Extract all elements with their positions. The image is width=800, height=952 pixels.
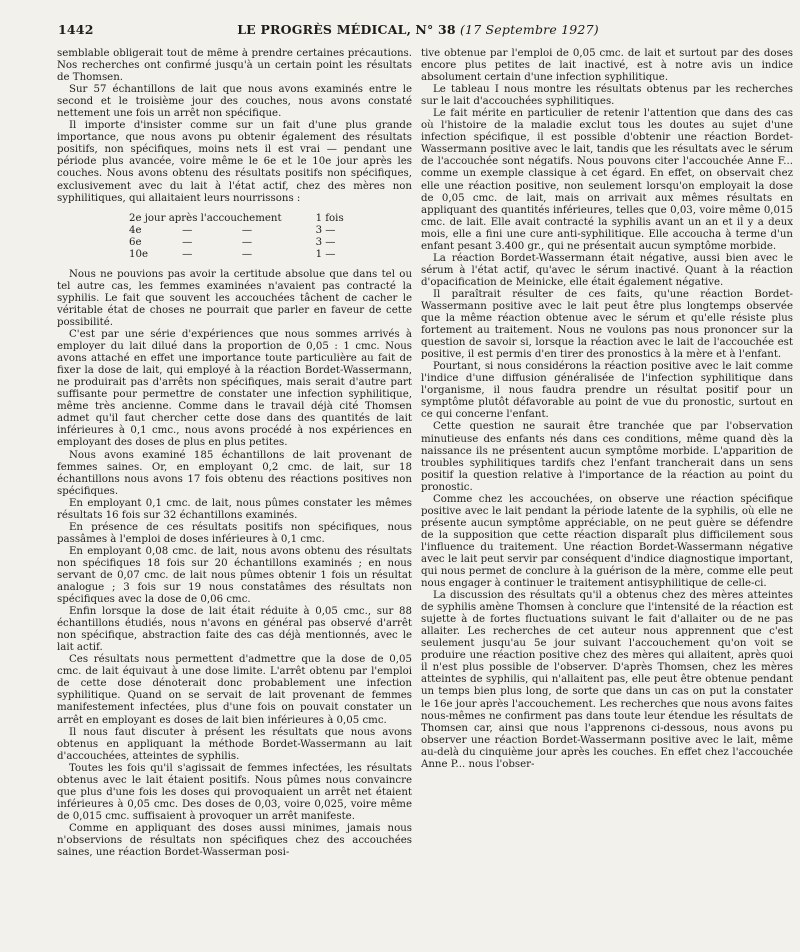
paragraph: Toutes les fois qu'il s'agissait de femmes infectées, les résultats obtenus avec le lait étaient positifs. Nous pûmes nous convaincre que plus d'une fois les doses qui provoquaient un arrêt net étaient inférieures à 0,05 cmc. Des doses de 0,03, voire 0,025, voire même de 0,015 cmc. suffisaient à provoquer un arrêt manifeste. — [57, 762, 412, 822]
paragraph: Il paraîtrait résulter de ces faits, qu'une réaction Bordet-Wassermann positive avec le lait peut être plus longtemps observée que la même réaction obtenue avec le sérum et qu'elle résiste plus fortement au traitement. Nous ne voulons pas nous prononcer sur la question de savoir si, lorsque la réaction avec le lait de l'accouchée est positive, il est permis d'en tirer des pronostics à la mère et à l'enfant. — [421, 288, 793, 361]
table-row — [129, 237, 350, 249]
table-row — [129, 213, 350, 225]
issue-date: (17 Septembre 1927) — [459, 22, 599, 37]
paragraph: La réaction Bordet-Wassermann était négative, aussi bien avec le sérum à l'état actif, qu'avec le sérum inactivé. Quant à la réaction d'opacification de Meinicke, elle était également négative. — [421, 252, 793, 288]
issue-number: N° 38 — [415, 22, 456, 37]
table-row — [129, 225, 350, 237]
paragraph: Le fait mérite en particulier de retenir l'attention que dans des cas où l'histoire de la maladie exclut tous les doutes au sujet d'une infection spécifique, il est possible d'obtenir une réaction Bordet-Wassermann positive avec le lait, tandis que les résultats avec le sérum de l'accouchée sont négatifs. Nous pouvons citer l'accouchée Anne F... comme un exemple classique à cet égard. En effet, on observait chez elle une réaction positive, non seulement lorsqu'on employait la dose de 0,05 cmc. de lait, mais on arrivait aux mêmes résultats en appliquant des quantités inférieures, telles que 0,03, voire même 0,015 cmc. de lait. Elle avait contracté la syphilis avant un an et il y a deux mois, elle a fini une cure anti-syphilitique. Elle accoucha à terme d'un enfant pesant 3.400 gr., qui ne présentait aucun symptôme morbide. — [421, 108, 793, 252]
table-dash: — — [182, 224, 193, 236]
paragraph: En présence de ces résultats positifs non spécifiques, nous passâmes à l'emploi de doses inférieures à 0,1 cmc. — [57, 521, 412, 545]
paragraph: tive obtenue par l'emploi de 0,05 cmc. de lait et surtout par des doses encore plus petites de lait inactivé, est à notre avis un indice absolument certain d'une infection syphilitique. — [421, 48, 793, 84]
table-count: 1 — — [315, 248, 336, 260]
paragraph: Il importe d'insister comme sur un fait d'une plus grande importance, que nous avons pu obtenir également des résultats positifs, non spécifiques, moins nets il est vrai — pendant une période plus avancée, voire même le 6e et le 10e jour après les couches. Nous avons obtenu des résultats positifs non spécifiques, exclusivement avec du lait à l'état actif, chez des mères non syphilitiques, qui allaitaient leurs nourrissons : — [57, 120, 412, 204]
table-day: 2e jour après l'accouchement — [129, 212, 282, 224]
table-dash: — — [182, 236, 193, 248]
paragraph: Le tableau I nous montre les résultats obtenus par les recherches sur le lait d'accouchées syphilitiques. — [421, 84, 793, 108]
paragraph: En employant 0,08 cmc. de lait, nous avons obtenu des résultats non spécifiques 18 fois sur 20 échantillons examinés ; en nous servant de 0,07 cmc. de lait nous pûmes obtenir 1 fois un résultat analogue ; 3 fois sur 19 nous constatâmes des résultats non spécifiques avec la dose de 0,06 cmc. — [57, 545, 412, 606]
paragraph: Nous ne pouvions pas avoir la certitude absolue que dans tel ou tel autre cas, les femmes examinées n'avaient pas contracté la syphilis. Le fait que souvent les accouchées tâchent de cacher le véritable état de choses ne pourrait que parler en faveur de cette possibilité. — [57, 268, 412, 328]
paragraph: En employant 0,1 cmc. de lait, nous pûmes constater les mêmes résultats 16 fois sur 32 échantillons examinés. — [57, 497, 412, 521]
table-dash: — — [241, 224, 252, 236]
paragraph: C'est par une série d'expériences que nous sommes arrivés à employer du lait dilué dans la proportion de 0,05 : 1 cmc. Nous avons attaché en effet une importance toute particulière au fait de fixer la dose de lait, qui employé à la réaction Bordet-Wassermann, ne produirait pas d'arrêts non spécifiques, mais serait d'autre part suffisante pour permettre de constater une infection syphilitique, même très ancienne. Comme dans le travail déjà cité Thomsen admet qu'il faut chercher cette dose dans des quantités de lait inférieures à 0,1 cmc., nous avons procédé à nos expériences en employant des doses de plus en plus petites. — [57, 329, 412, 449]
page-number: 1442 — [58, 22, 94, 37]
right-column — [421, 48, 793, 948]
left-column — [57, 48, 412, 948]
paragraph: Ces résultats nous permettent d'admettre que la dose de 0,05 cmc. de lait équivaut à une dose limite. L'arrêt obtenu par l'emploi de cette dose dénoterait donc probablement une infection syphilitique. Quand on se servait de lait provenant de femmes manifestement infectées, plus d'une fois on pouvait constater un arrêt en employant es doses de lait bien inférieures à 0,05 cmc. — [57, 654, 412, 726]
paragraph: La discussion des résultats qu'il a obtenus chez des mères atteintes de syphilis amène Thomsen à conclure que l'intensité de la réaction est sujette à de fortes fluctuations suivant le fait d'allaiter ou de ne pas allaiter. Les recherches de cet auteur nous apprennent que c'est seulement jusqu'au 5e jour suivant l'accouchement qu'on voit se produire une réaction positive chez des mères qui allaitent, après quoi il n'est plus possible de l'observer. D'après Thomsen, chez les mères atteintes de syphilis, qui n'allaitent pas, elle peut être obtenue pendant un temps bien plus long, de sorte que dans un cas on put la constater le 16e jour après l'accouchement. Les recherches que nous avons faites nous-mêmes ne confirment pas dans toute leur étendue les résultats de Thomsen car, ainsi que nous l'apprenons ci-dessous, nous avons pu observer une réaction Bordet-Wassermann positive avec le lait, même au-delà du cinquième jour après les couches. En effet chez l'accouchée Anne P... nous l'obser- — [421, 590, 793, 770]
paragraph: Il nous faut discuter à présent les résultats que nous avons obtenus en appliquant la méthode Bordet-Wassermann au lait d'accouchées, atteintes de syphilis. — [57, 726, 412, 762]
running-header — [58, 22, 778, 42]
table-dash: — — [241, 248, 252, 260]
table-day: 4e — [129, 224, 142, 236]
table-count: 1 fois — [315, 212, 344, 224]
paragraph: semblable obligerait tout de même à prendre certaines précautions. Nos recherches ont confirmé jusqu'à un certain point les résultats de Thomsen. — [57, 48, 412, 84]
table-count: 3 — — [315, 236, 336, 248]
paragraph: Comme chez les accouchées, on observe une réaction spécifique positive avec le lait pendant la période latente de la syphilis, où elle ne présente aucun symptôme appréciable, on ne peut guère se défendre de la supposition que cette réaction disparaît plus difficilement sous l'influence du traitement. Une réaction Bordet-Wassermann négative avec le lait peut servir par conséquent d'indice diagnostique important, qui nous permet de conclure à la guérison de la mère, comme elle peut nous engager à continuer le traitement antisyphilitique de celle-ci. — [421, 493, 793, 590]
table-dash: — — [182, 248, 193, 260]
table-dash: — — [241, 236, 252, 248]
running-title — [58, 22, 778, 37]
paragraph: Comme en appliquant des doses aussi minimes, jamais nous n'observions de résultats non spécifiques chez des accouchées saines, une réaction Bordet-Wasserman posi- — [57, 822, 412, 859]
paragraph: Sur 57 échantillons de lait que nous avons examinés entre le second et le troisième jour des couches, nous avons constaté nettement une fois un arrêt non spécifique. — [57, 84, 412, 120]
paragraph: Nous avons examiné 185 échantillons de lait provenant de femmes saines. Or, en employant 0,2 cmc. de lait, sur 18 échantillons nous avons 17 fois obtenu des réactions positives non spécifiques. — [57, 449, 412, 497]
table-day: 6e — [129, 236, 142, 248]
table-day: 10e — [129, 248, 148, 260]
table-count: 3 — — [315, 224, 336, 236]
paragraph: Enfin lorsque la dose de lait était réduite à 0,05 cmc., sur 88 échantillons étudiés, nous n'avons en général pas observé d'arrêt non spécifique, abstraction faite des cas déjà mentionnés, avec le lait actif. — [57, 606, 412, 654]
journal-title: LE PROGRÈS MÉDICAL, — [237, 22, 412, 37]
table-row — [129, 249, 350, 261]
paragraph: Cette question ne saurait être tranchée que par l'observation minutieuse des enfants nés dans ces conditions, même quand dès la naissance ils ne présentent aucun symptôme morbide. L'apparition de troubles syphilitiques tardifs chez l'enfant trancherait dans un sens positif la question relative à l'importance de la réaction au point du pronostic. — [421, 421, 793, 493]
days-table — [129, 213, 350, 261]
paragraph: Pourtant, si nous considérons la réaction positive avec le lait comme l'indice d'une diffusion généralisée de l'infection syphilitique dans l'organisme, il nous faudra prendre un résultat positif pour un symptôme plutôt défavorable au point de vue du pronostic, surtout en ce qui concerne l'enfant. — [421, 361, 793, 421]
